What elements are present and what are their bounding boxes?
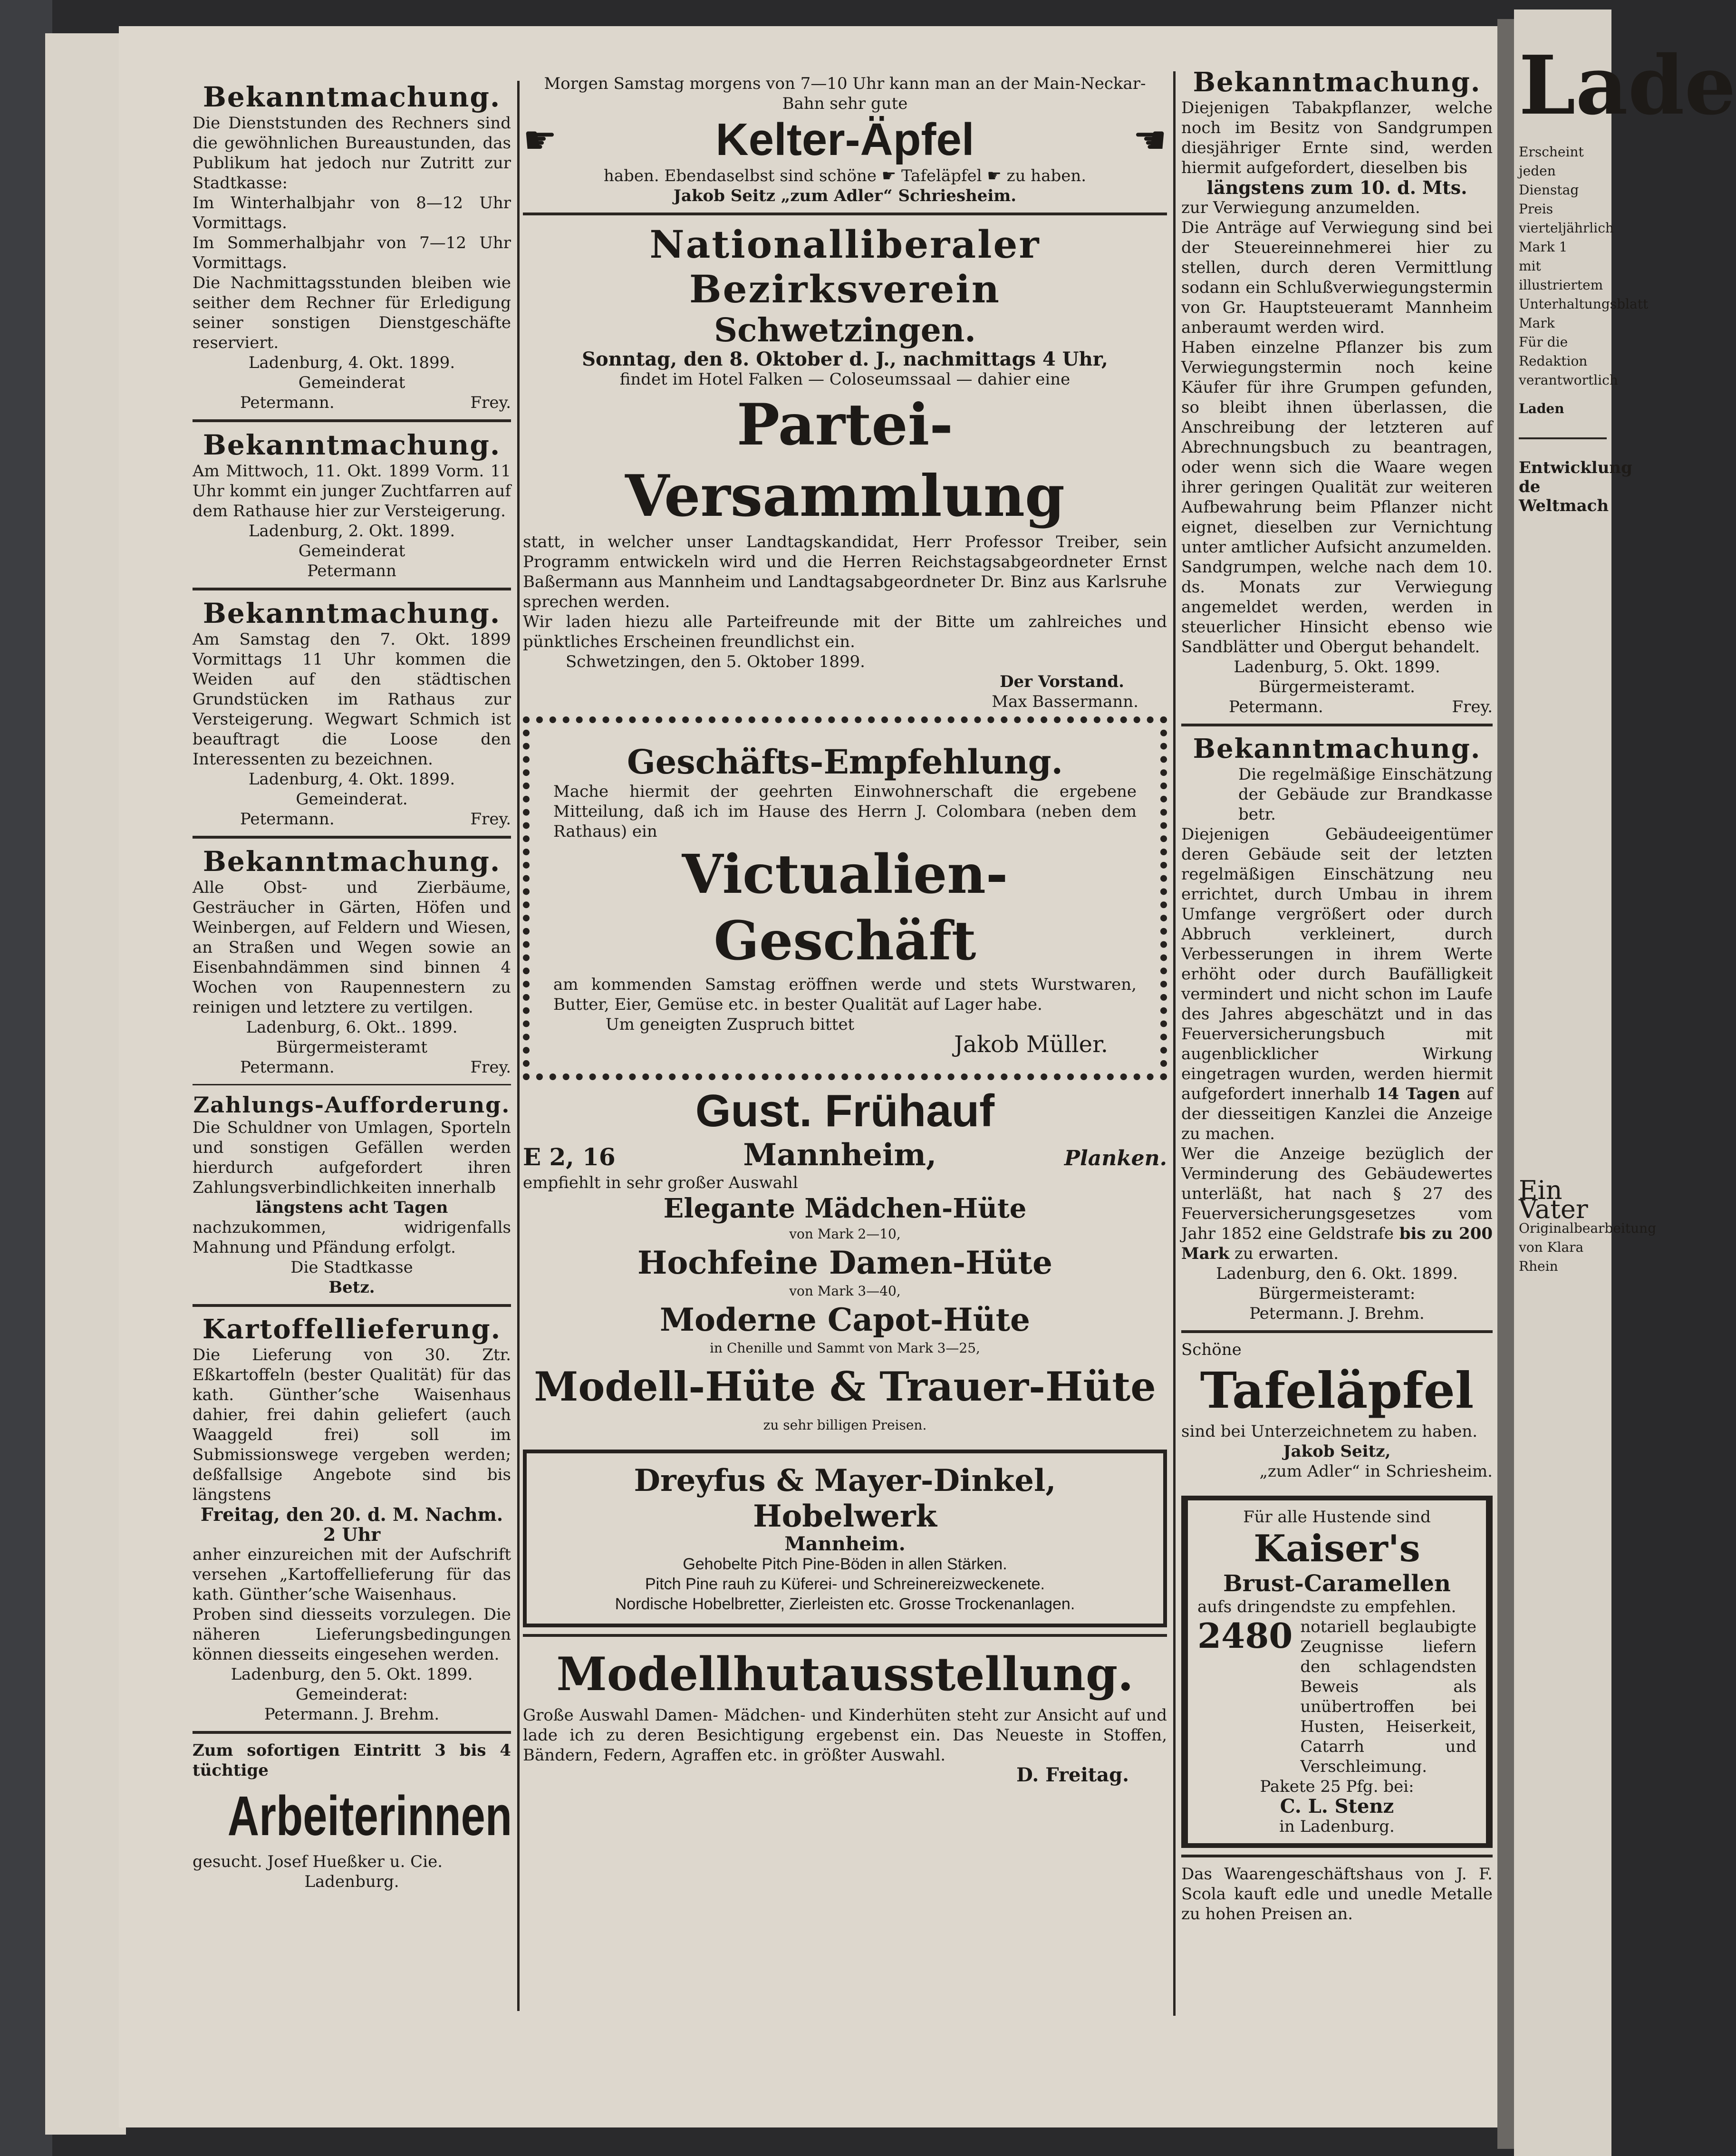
notice-emphasis: bis zu 200 Mark — [1181, 1224, 1493, 1263]
notice-body — [1181, 824, 1493, 1144]
notice-body: Sandgrumpen, welche nach dem 10. ds. Monats zur Verwiegung angemeldet werden, werden in steuerlicher Hinsicht ebenso wie Sandblätter und Obergut behandelt. — [1181, 558, 1493, 657]
notice-title: Bekanntmachung. — [203, 845, 501, 878]
ad-date: Schwetzingen, den 5. Oktober 1899. — [566, 652, 865, 671]
notice-office-hours — [193, 81, 511, 413]
notice-auction-bull — [193, 429, 511, 581]
column-1 — [193, 81, 511, 2006]
signature: Betz. — [328, 1278, 375, 1297]
ad-place: in Ladenburg. — [1279, 1817, 1395, 1836]
ad-cider-apples — [523, 74, 1167, 206]
notice-date: Ladenburg, 4. Okt. 1899. — [248, 770, 455, 789]
notice-body: Am Samstag den 7. Okt. 1899 Vormittags 11 Uhr kommen die Weiden auf den städtischen Grundstücken im Rathaus zur Versteigerung. Wegwart Schmich ist beauftragt die Loose den Interessenten zu bezeichnen. — [193, 630, 511, 769]
ad-body: am kommenden Samstag eröffnen werde und stets Wurstwaren, Butter, Eier, Gemüse etc. in bester Qualität auf Lager habe. — [553, 975, 1137, 1014]
ad-org: Der Vorstand. — [1000, 672, 1124, 691]
ad-kaiser-box — [1181, 1496, 1493, 1848]
ad-city: Mannheim, — [743, 1137, 937, 1173]
ad-price: in Chenille und Sammt von Mark 3—25, — [710, 1340, 980, 1356]
signature: Petermann. — [1229, 697, 1323, 716]
adjacent-line: Entwicklung de — [1519, 458, 1632, 496]
notice-date: Ladenburg, 6. Okt.. 1899. — [246, 1018, 458, 1037]
notice-text: auf der diesseitigen Kanzlei die Anzeige zu machen. — [1181, 1084, 1493, 1143]
ad-body: Mache hiermit der geehrten Einwohnerschaft die ergebene Mitteilung, daß ich im Hause des Herrn J. Colombara (neben dem Rathaus) ein — [553, 782, 1137, 841]
notice-body: Haben einzelne Pflanzer bis zum Verwiegungstermin noch keine Käufer für ihre Grumpen gefunden, so bleibt ihnen überlassen, die Anschreibung der letzteren auf Abrechnungsbuch zu beantragen, oder wenn sich die Waare wegen ihrer geringen Qualität zur weiteren Aufbewahrung beim Pflanzer nicht eignet, dieselben zur Vernichtung unter amtlicher Aufsicht anzumelden. — [1181, 338, 1493, 557]
ad-body: notariell beglaubigte Zeugnisse liefern den schlagendsten Beweis als unübertroffen bei Husten, Heiserkeit, Catarrh und Verschleimung. — [1300, 1617, 1476, 1776]
ad-signature: D. Freitag. — [1016, 1764, 1129, 1786]
notice-text: Wer die Anzeige bezüglich der Verminderung des Gebäudewertes unterläßt, hat nach § 27 des Feuerversicherungsgesetzes vom Jahr 1852 eine Geldstrafe — [1181, 1144, 1493, 1243]
notice-signatures — [193, 809, 511, 829]
signature: Frey. — [1452, 697, 1493, 716]
ad-title: Geschäfts-Empfehlung. — [627, 742, 1063, 782]
divider — [193, 836, 511, 839]
column-rule-right — [1173, 71, 1176, 2016]
ad-address: Planken. — [1064, 1146, 1167, 1170]
ad-headline: Tafeläpfel — [1200, 1361, 1474, 1420]
notice-body: nachzukommen, widrigenfalls Mahnung und Pfändung erfolgt. — [193, 1218, 511, 1257]
binding-edge — [45, 33, 126, 2135]
ad-body: statt, in welcher unser Landtagskandidat, Herr Professor Treiber, sein Programm entwickeln wird und die Herren Reichstagsabgeordneter Ernst Baßermann aus Mannheim und Landtagsabgeordneter Dr. Binz aus Karlsruhe sprechen werden. — [523, 532, 1167, 611]
notice-date: Ladenburg, 5. Okt. 1899. — [1234, 657, 1440, 677]
notice-body: Proben sind diesseits vorzulegen. Die näheren Lieferungsbedingungen können diesseits eingesehen werden. — [193, 1605, 511, 1664]
ad-line: Pitch Pine rauh zu Küferei- und Schreinereizweckenete. — [645, 1575, 1045, 1593]
notice-title: Bekanntmachung. — [1193, 733, 1481, 764]
notice-signatures — [193, 1057, 511, 1077]
notice-text: Diejenigen Gebäudeeigentümer deren Gebäude seit der letzten regelmäßigen Einschätzung neu errichtet, durch Umbau in ihrem Umfange vergrößert oder durch Abbruch verkleinert, durch Verbesserungen in ihrem Werte erhöht oder durch Baufälligkeit vermindert und nicht schon im Laufe des Jahres abgeschätzt und in das Feuerversicherungsbuch mit augenblicklicher Wirkung eingetragen wurden, werden hiermit aufgefordert innerhalb — [1181, 825, 1493, 1103]
ad-headline-row — [523, 114, 1167, 166]
signature: Petermann. J. Brehm. — [264, 1705, 440, 1724]
ad-signature: „zum Adler“ in Schriesheim. — [1259, 1462, 1493, 1481]
adjacent-masthead: Lade — [1519, 38, 1736, 133]
divider — [523, 213, 1167, 215]
notice-text: zu erwarten. — [1234, 1244, 1339, 1263]
ad-body: Das Waarengeschäftshaus von J. F. Scola kauft edle und unedle Metalle zu hohen Preisen an. — [1181, 1865, 1493, 1924]
notice-title: Bekanntmachung. — [1193, 67, 1481, 98]
ad-model-hats — [523, 1644, 1167, 1785]
ad-line-a: haben. Ebendaselbst sind schöne — [603, 166, 877, 185]
notice-date: Ladenburg, den 6. Okt. 1899. — [1216, 1264, 1458, 1283]
divider — [193, 419, 511, 422]
notice-line: Im Winterhalbjahr von 8—12 Uhr Vormittags. — [193, 193, 511, 232]
signature: Petermann. J. Brehm. — [1249, 1304, 1425, 1323]
notice-line: Im Sommerhalbjahr von 7—12 Uhr Vormittags. — [193, 233, 511, 272]
ad-address-row — [523, 1137, 1167, 1173]
ad-line: Elegante Mädchen-Hüte — [663, 1193, 1027, 1224]
notice-emphasis: 14 Tagen — [1376, 1084, 1460, 1103]
notice-org: Gemeinderat. — [296, 790, 408, 809]
notice-emphasis: Freitag, den 20. d. M. Nachm. 2 Uhr — [200, 1504, 503, 1545]
column-2 — [523, 74, 1167, 2028]
signature: Petermann — [307, 561, 396, 580]
ad-where: findet im Hotel Falken — Coloseumssaal — dahier eine — [619, 370, 1071, 389]
notice-org: Bürgermeisteramt. — [1259, 677, 1415, 696]
ad-body: Wir laden hiezu alle Parteifreunde mit der Bitte um zahlreiches und pünktliches Erscheinen freundlichst ein. — [523, 612, 1167, 651]
divider — [1181, 724, 1493, 726]
divider — [523, 1634, 1167, 1637]
divider — [193, 1084, 511, 1085]
adjacent-line: Weltmach — [1519, 496, 1609, 515]
ad-signature: Jakob Müller. — [954, 1031, 1108, 1058]
ad-intro: Für alle Hustende sind — [1243, 1508, 1431, 1527]
ad-line: Hochfeine Damen-Hüte — [637, 1244, 1052, 1281]
pointing-hand-icon: ☛ — [523, 117, 557, 162]
pointing-hand-icon: ☚ — [1133, 117, 1167, 162]
ad-body: aufs dringendste zu empfehlen. — [1197, 1597, 1456, 1616]
notice-building-assessment — [1181, 733, 1493, 1324]
ad-line — [523, 166, 1167, 186]
divider — [193, 1731, 511, 1734]
ad-contact: gesucht. Josef Hueßker u. Cie. — [193, 1852, 443, 1871]
ad-headline: Modellhutausstellung. — [556, 1647, 1134, 1701]
adjacent-page — [1514, 10, 1736, 2156]
notice-org: Bürgermeisteramt — [276, 1038, 428, 1057]
signature: Petermann. — [240, 810, 335, 829]
pointing-hand-icon: ☛ — [881, 166, 902, 185]
ad-body: Um geneigten Zuspruch bittet — [606, 1015, 855, 1034]
adjacent-line: Laden — [1519, 401, 1564, 416]
pointing-hand-icon: ☛ — [987, 166, 1007, 185]
ad-table-apples — [1181, 1340, 1493, 1481]
ad-signature: Max Bassermann. — [992, 692, 1138, 711]
divider — [193, 588, 511, 590]
column-3 — [1181, 67, 1493, 2025]
ad-price: von Mark 3—40, — [789, 1283, 901, 1299]
ad-price: Pakete 25 Pfg. bei: — [1260, 1777, 1414, 1796]
ad-price: zu sehr billigen Preisen. — [763, 1417, 927, 1433]
ad-place: Schwetzingen. — [714, 311, 976, 349]
notice-body: zur Verwiegung anzumelden. — [1181, 198, 1420, 217]
ad-dreyfus-box — [523, 1450, 1167, 1627]
notice-body: Die Schuldner von Umlagen, Sporteln und sonstigen Gefällen werden hierdurch aufgefordert ihren Zahlungsverbindlichkeiten innerhalb — [193, 1118, 511, 1197]
ad-intro: empfiehlt in sehr großer Auswahl — [523, 1173, 798, 1192]
ad-number: 2480 — [1197, 1615, 1293, 1656]
notice-title: Bekanntmachung. — [203, 81, 501, 113]
ad-title: Dreyfus & Mayer-Dinkel, Hobelwerk — [634, 1463, 1056, 1534]
divider — [1519, 437, 1607, 439]
signature: Frey. — [470, 393, 511, 412]
notice-org: Gemeinderat — [298, 373, 405, 392]
ad-body: Große Auswahl Damen- Mädchen- und Kinderhüten steht zur Ansicht auf und lade ich zu deren Besichtigung ergebenst ein. Das Neueste in Stoffen, Bändern, Federn, Agraffen etc. in größter Auswahl. — [523, 1706, 1167, 1765]
notice-title: Zahlungs-Aufforderung. — [193, 1092, 511, 1118]
ad-party-meeting — [523, 222, 1167, 712]
notice-body: anher einzureichen mit der Aufschrift versehen „Kartoffellieferung für das kath. Güntherʼsche Waisenhaus. — [193, 1545, 511, 1604]
signature: Frey. — [470, 1058, 511, 1077]
adjacent-line: mit illustriertem Unterhaltungsblatt Mark — [1519, 258, 1649, 331]
notice-title: Kartoffellieferung. — [202, 1314, 502, 1345]
ad-headline: Victualien-Geschäft — [682, 843, 1008, 972]
ad-workers-wanted — [193, 1740, 511, 1892]
ad-line: Modell-Hüte & Trauer-Hüte — [534, 1363, 1156, 1410]
notice-org: Gemeinderat: — [296, 1685, 408, 1704]
ad-line: Nordische Hobelbretter, Zierleisten etc. Grosse Trockenanlagen. — [615, 1595, 1075, 1613]
ad-testimonial-row — [1197, 1617, 1476, 1777]
ad-body: sind bei Unterzeichnetem zu haben. — [1181, 1422, 1478, 1441]
ad-seller: C. L. Stenz — [1280, 1795, 1394, 1818]
notice-body: Die Nachmittagsstunden bleiben wie seither dem Rechner für Erledigung seiner sonstigen Dienstgeschäfte reserviert. — [193, 273, 511, 352]
notice-tobacco — [1181, 67, 1493, 717]
ad-victualien-frame — [523, 716, 1167, 1080]
notice-org: Bürgermeisteramt: — [1258, 1284, 1416, 1303]
notice-payment-request — [193, 1092, 511, 1297]
adjacent-line: Ein Vater — [1519, 1175, 1588, 1224]
ad-signature: Jakob Seitz „zum Adler“ Schriesheim. — [673, 186, 1017, 205]
notice-emphasis: längstens acht Tagen — [255, 1198, 448, 1217]
ad-product: Brust-Caramellen — [1223, 1570, 1451, 1597]
ad-org-title: Nationalliberaler Bezirksverein — [649, 222, 1041, 311]
ad-line-c: zu haben. — [1006, 166, 1087, 185]
ad-intro: Schöne — [1181, 1340, 1242, 1359]
ad-line-b: Tafeläpfel — [901, 166, 982, 185]
binding-spine — [0, 0, 52, 2156]
divider — [1181, 1855, 1493, 1857]
ad-address: E 2, 16 — [523, 1143, 616, 1171]
ad-city: Mannheim. — [784, 1533, 906, 1555]
column-rule-left — [517, 81, 520, 2011]
ad-line: Gehobelte Pitch Pine-Böden in allen Stärken. — [683, 1555, 1007, 1573]
ad-shop-name: Gust. Frühauf — [695, 1085, 995, 1136]
notice-emphasis: längstens zum 10. d. Mts. — [1206, 177, 1467, 198]
ad-headline: Kelter-Äpfel — [715, 114, 974, 165]
ad-scola-metals — [1181, 1864, 1493, 1924]
notice-caterpillars — [193, 845, 511, 1077]
adjacent-line: Für die Redaktion verantwortlich — [1519, 334, 1618, 388]
adjacent-line: Originalbearbeitung — [1519, 1220, 1657, 1236]
divider — [193, 1304, 511, 1307]
ad-place: Ladenburg. — [304, 1872, 399, 1891]
ad-intro: Zum sofortigen Eintritt 3 bis 4 tüchtige — [193, 1741, 511, 1780]
adjacent-line: Erscheint jeden Dienstag — [1519, 144, 1584, 198]
signature: Petermann. — [240, 1058, 335, 1077]
notice-body: Am Mittwoch, 11. Okt. 1899 Vorm. 11 Uhr kommt ein junger Zuchtfarren auf dem Rathause hier zur Versteigerung. — [193, 462, 511, 521]
notice-potato-delivery — [193, 1314, 511, 1724]
notice-subject: Die regelmäßige Einschätzung der Gebäude zur Brandkasse betr. — [1238, 765, 1493, 824]
notice-willows — [193, 597, 511, 829]
signature: Frey. — [470, 810, 511, 829]
notice-body: Diejenigen Tabakpflanzer, welche noch im Besitz von Sandgrumpen diesjähriger Ernte sind, werden hiermit aufgefordert, dieselben bis — [1181, 98, 1493, 177]
signature: Petermann. — [240, 393, 335, 412]
adjacent-line: Preis vierteljährlich Mark 1 — [1519, 201, 1614, 255]
ad-signature: Jakob Seitz, — [1283, 1442, 1391, 1461]
ad-headline: Arbeiterinnen — [227, 1785, 512, 1847]
adjacent-text — [1514, 133, 1657, 1286]
notice-body: Die Anträge auf Verwiegung sind bei der Steuereinnehmerei hier zu stellen, durch deren Vermittlung sodann ein Schlußverwiegungstermin von Gr. Hauptsteueramt Mannheim anberaumt werden wird. — [1181, 218, 1493, 337]
ad-hats-fruehauf — [523, 1085, 1167, 1435]
ad-when: Sonntag, den 8. Oktober d. J., nachmittags 4 Uhr, — [582, 348, 1108, 370]
notice-org: Die Stadtkasse — [290, 1258, 413, 1277]
notice-body: Die Lieferung von 30. Ztr. Eßkartoffeln (bester Qualität) für das kath. Güntherʼsche Waisenhaus dahier, frei dahin geliefert (auch Waaggeld frei) soll im Submissionswege vergeben werden; deßfallsige Angebote sind bis längstens — [193, 1345, 511, 1504]
ad-intro: Morgen Samstag morgens von 7—10 Uhr kann man an der Main-Neckar-Bahn sehr gute — [544, 74, 1146, 113]
notice-date: Ladenburg, 2. Okt. 1899. — [248, 522, 455, 541]
ad-brand: Kaiser's — [1254, 1527, 1420, 1570]
notice-signatures — [193, 393, 511, 413]
notice-title: Bekanntmachung. — [203, 429, 501, 461]
ad-price: von Mark 2—10, — [789, 1226, 901, 1242]
notice-body — [1181, 1144, 1493, 1264]
notice-signatures — [1181, 697, 1493, 717]
adjacent-line: von Klara Rhein — [1519, 1239, 1584, 1274]
notice-title: Bekanntmachung. — [203, 597, 501, 629]
ad-line: Moderne Capot-Hüte — [659, 1301, 1031, 1338]
notice-body: Die Dienststunden des Rechners sind die gewöhnlichen Bureaustunden, das Publikum hat jedoch nur Zutritt zur Stadtkasse: — [193, 114, 511, 193]
notice-date: Ladenburg, 4. Okt. 1899. — [248, 353, 455, 372]
notice-date: Ladenburg, den 5. Okt. 1899. — [231, 1665, 473, 1684]
notice-body: Alle Obst- und Zierbäume, Gesträucher in Gärten, Höfen und Weinbergen, auf Feldern und Wiesen, an Straßen und Wegen sowie an Eisenbahndämmen sind binnen 4 Wochen von Raupennestern zu reinigen und letztere zu vertilgen. — [193, 878, 511, 1017]
divider — [1181, 1330, 1493, 1333]
ad-headline: Partei-Versammlung — [625, 391, 1065, 530]
notice-org: Gemeinderat — [298, 541, 405, 561]
